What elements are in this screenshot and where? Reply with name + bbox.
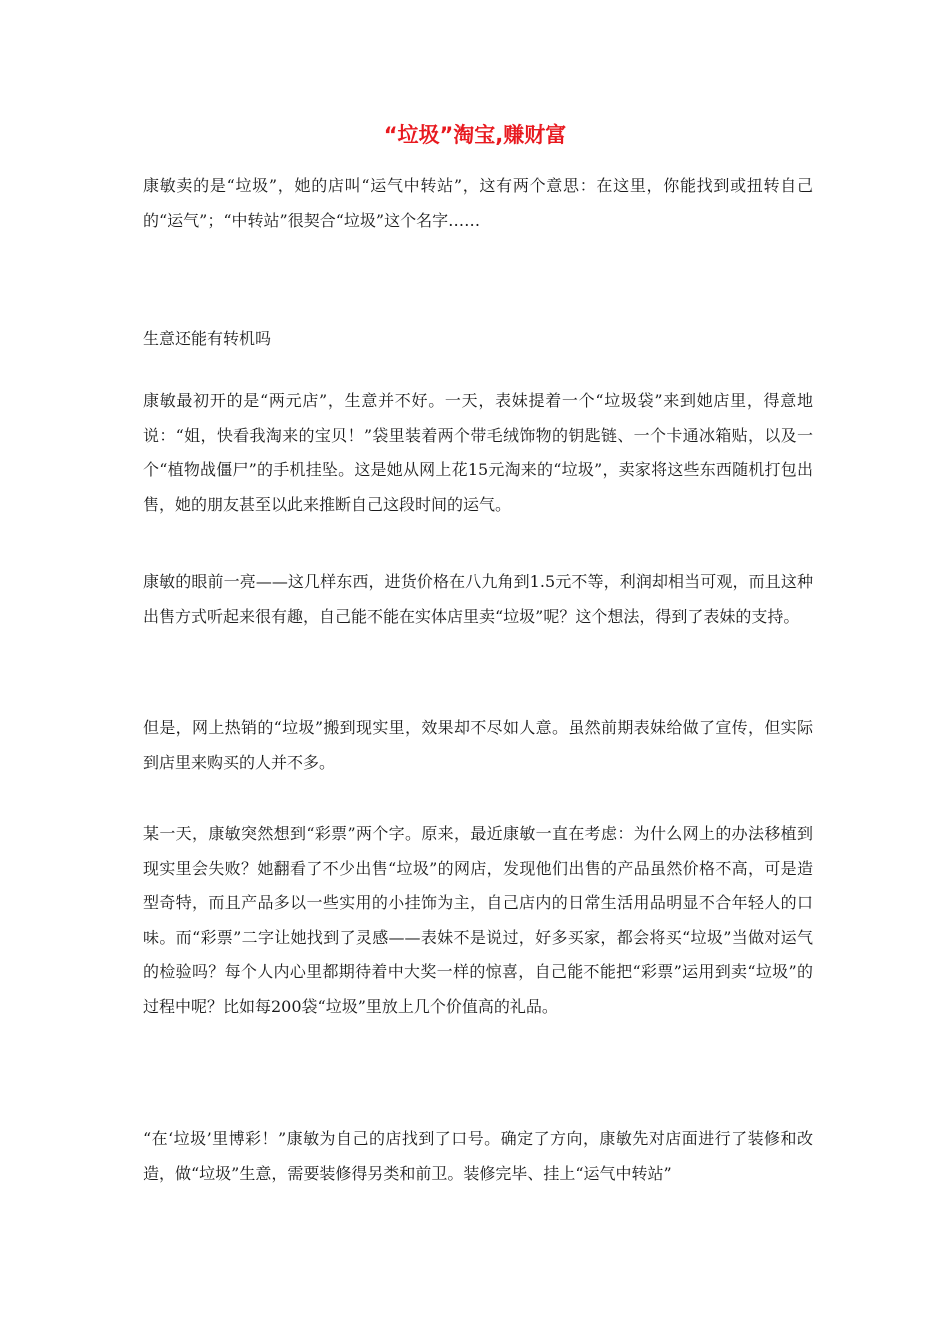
article-title: “垃圾”淘宝,赚财富 [383,123,567,147]
section-heading: 生意还能有转机吗 [143,329,272,348]
body-paragraph-3: 但是，网上热销的“垃圾”搬到现实里，效果却不尽如人意。虽然前期表妹给做了宣传，但实际到店里来购买的人并不多。 [143,718,813,772]
body-paragraph-1: 康敏最初开的是“两元店”，生意并不好。一天，表妹提着一个“垃圾袋”来到她店里，得意地说：“姐，快看我淘来的宝贝！”袋里装着两个带毛绒饰物的钥匙链、一个卡通冰箱贴，以及一个“植物战僵尸”的手机挂坠。这是她从网上花15元淘来的“垃圾”，卖家将这些东西随机打包出售，她的朋友甚至以此来推断自己这段时间的运气。 [143,391,813,514]
body-paragraph-4: 某一天，康敏突然想到“彩票”两个字。原来，最近康敏一直在考虑：为什么网上的办法移植到现实里会失败？她翻看了不少出售“垃圾”的网店，发现他们出售的产品虽然价格不高，可是造型奇特，而且产品多以一些实用的小挂饰为主，自己店内的日常生活用品明显不合年轻人的口味。而“彩票”二字让她找到了灵感——表妹不是说过，好多买家，都会将买“垃圾”当做对运气的检验吗？每个人内心里都期待着中大奖一样的惊喜，自己能不能把“彩票”运用到卖“垃圾”的过程中呢？比如每200袋“垃圾”里放上几个价值高的礼品。 [143,824,813,1016]
body-paragraph-5: “在‘垃圾’里博彩！”康敏为自己的店找到了口号。确定了方向，康敏先对店面进行了装修和改造，做“垃圾”生意，需要装修得另类和前卫。装修完毕、挂上“运气中转站” [143,1129,813,1183]
intro-paragraph: 康敏卖的是“垃圾”，她的店叫“运气中转站”，这有两个意思：在这里，你能找到或扭转自己的“运气”；“中转站”很契合“垃圾”这个名字…… [143,176,813,230]
body-paragraph-2: 康敏的眼前一亮——这几样东西，进货价格在八九角到1.5元不等，利润却相当可观，而且这种出售方式听起来很有趣，自己能不能在实体店里卖“垃圾”呢？这个想法，得到了表妹的支持。 [143,572,813,626]
